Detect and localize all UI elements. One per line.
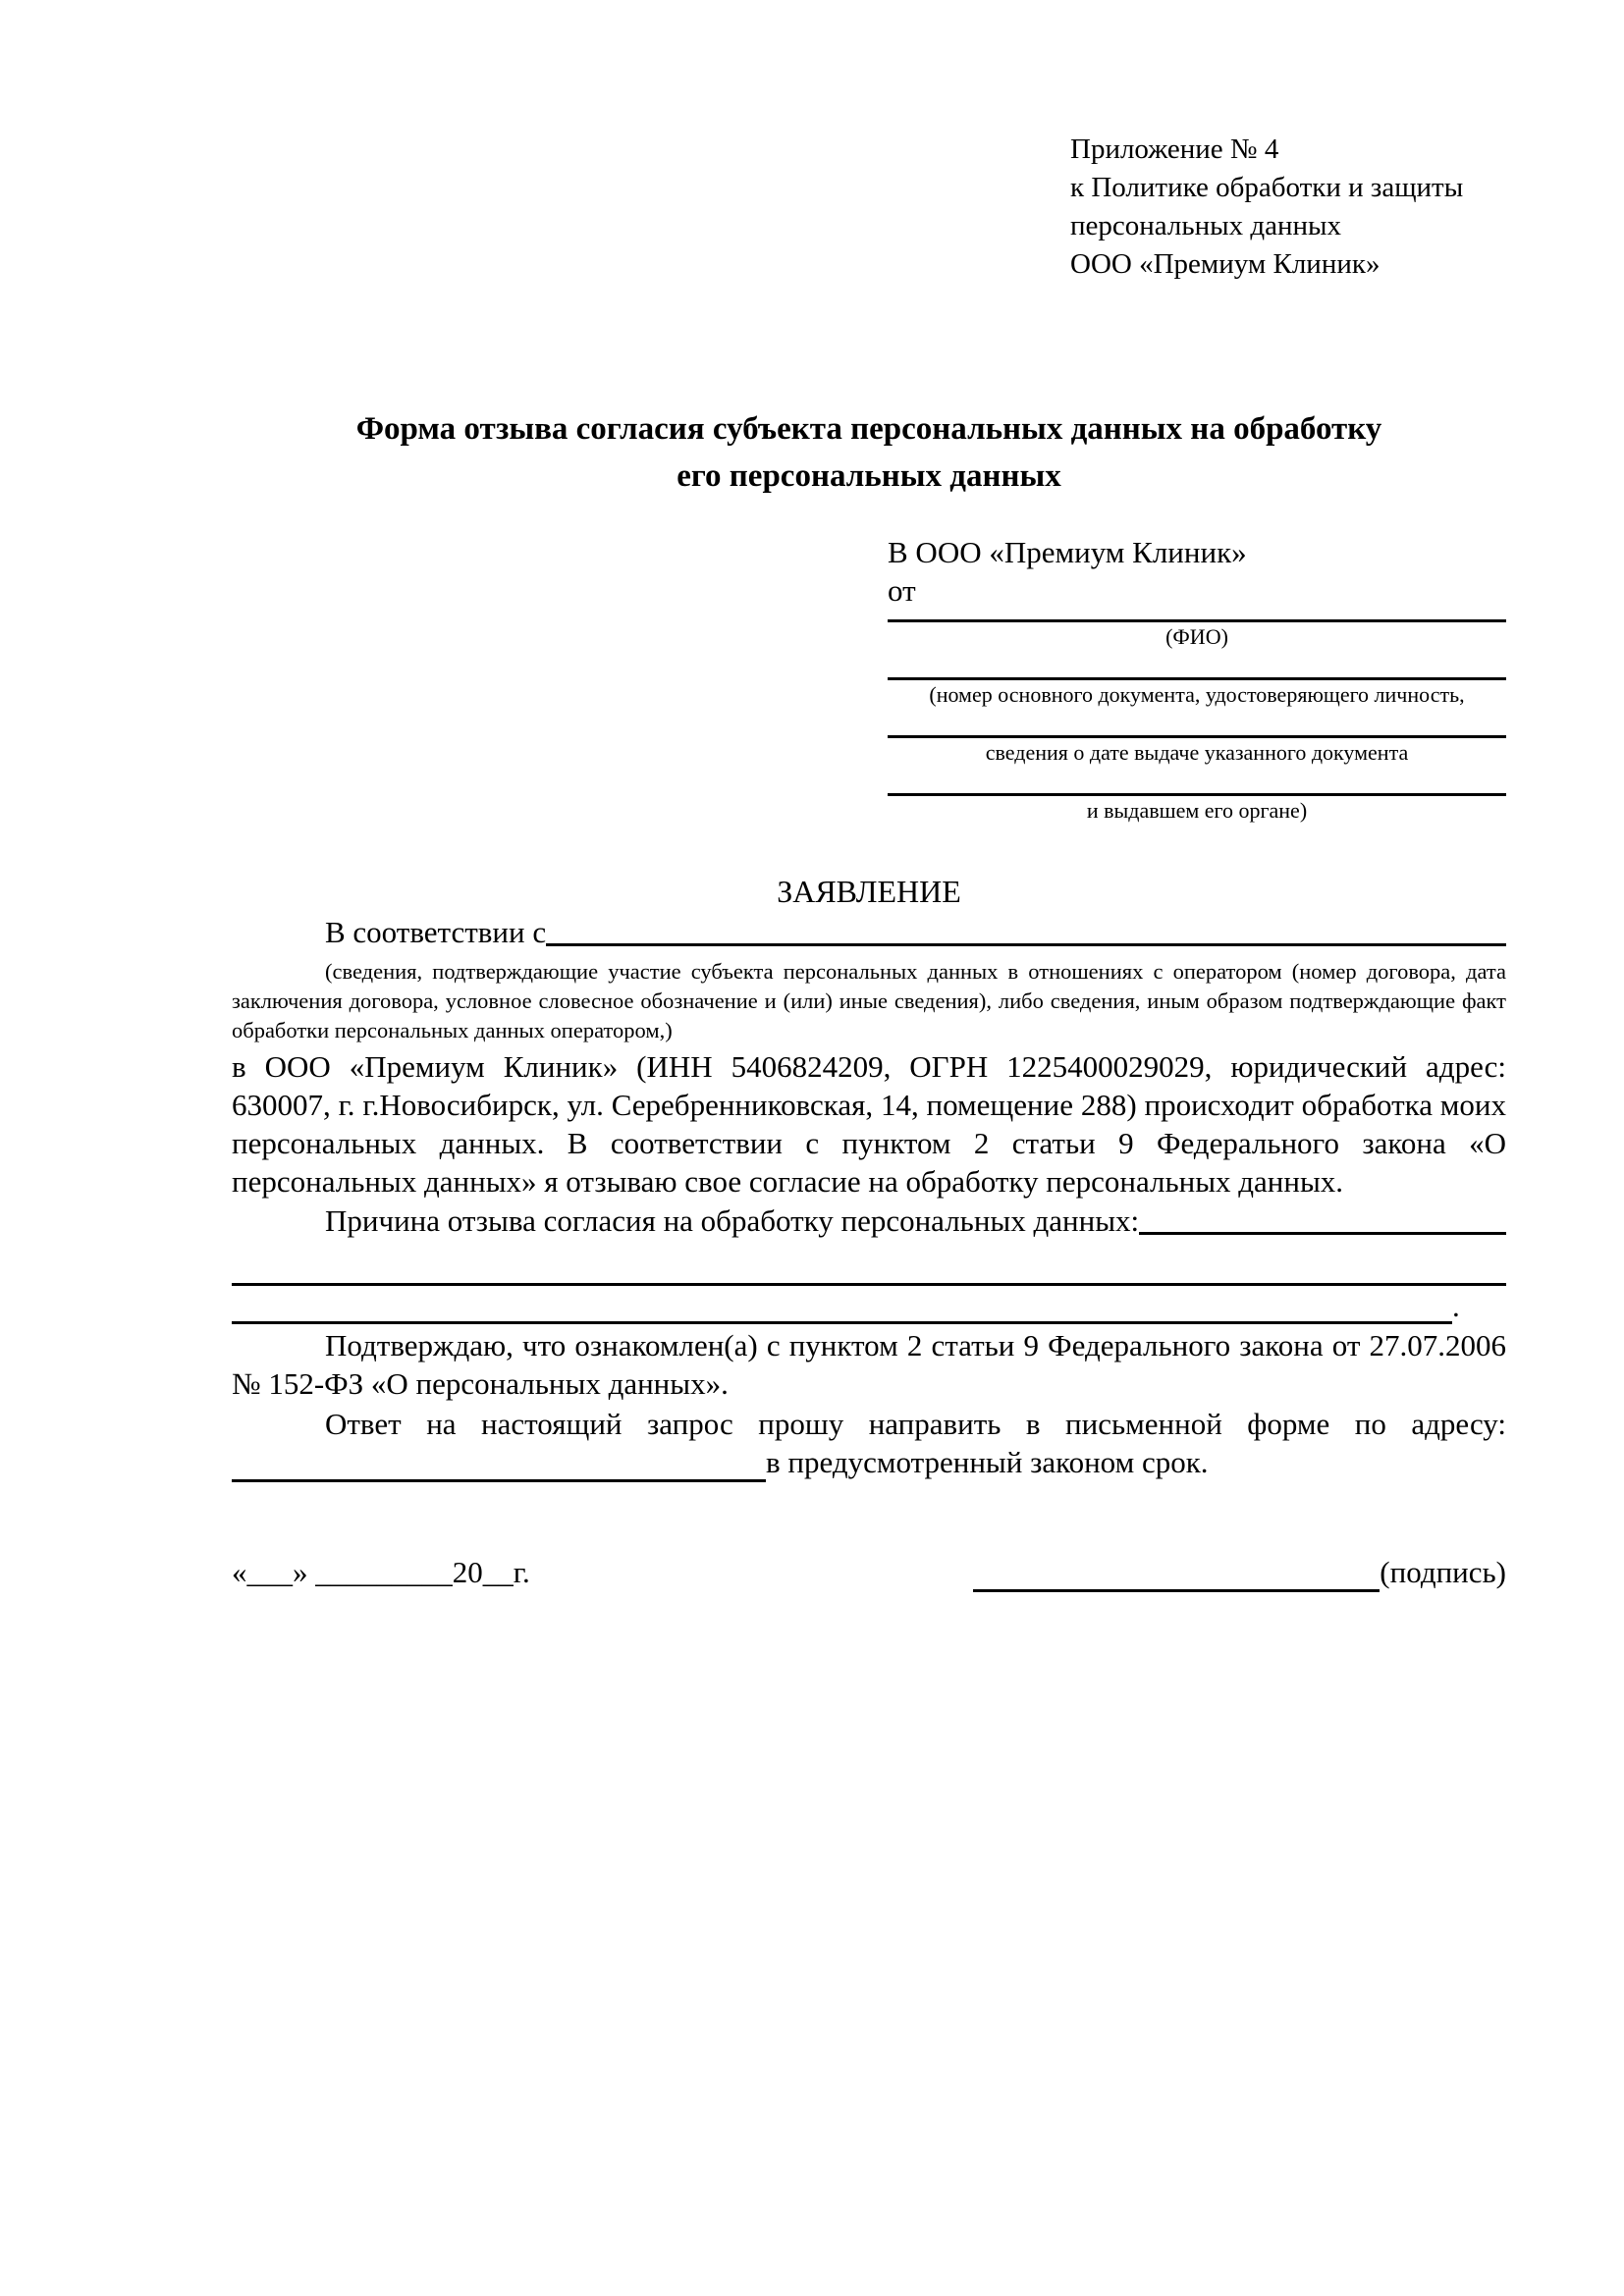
reply-address-row: [232, 1443, 1506, 1482]
appendix-line: ООО «Премиум Клиник»: [1070, 248, 1380, 280]
reason-label: Причина отзыва согласия на обработку персональных данных:: [325, 1203, 1140, 1238]
signature-blank-line: [973, 1554, 1380, 1592]
document-number-blank-line: [888, 652, 1506, 680]
reply-suffix: в предусмотренный законом срок.: [766, 1445, 1209, 1479]
date-blank: «___» _________20__г.: [232, 1555, 530, 1589]
appendix-block: [1070, 131, 1506, 284]
document-title-line-2: его персональных данных: [677, 458, 1061, 494]
fio-caption: (ФИО): [1165, 624, 1228, 649]
addressee-to: В ООО «Премиум Клиник»: [888, 535, 1247, 569]
reason-continuation-blank-line-2: [232, 1286, 1452, 1324]
document-number-caption: (номер основного документа, удостоверяющего личность,: [929, 682, 1465, 707]
statement-heading: ЗАЯВЛЕНИЕ: [777, 874, 961, 909]
appendix-line: Приложение № 4: [1070, 133, 1279, 165]
signature-caption: (подпись): [1380, 1555, 1506, 1589]
accordance-label: В соответствии с: [325, 915, 547, 949]
confirm-paragraph: Подтверждаю, что ознакомлен(а) с пунктом 2 статьи 9 Федерального закона от 27.07.2006 № 152-ФЗ «О персональных данных».: [232, 1328, 1506, 1401]
addressee-block: [888, 533, 1506, 826]
reason-continuation-row: [232, 1286, 1506, 1324]
body-paragraph: в ООО «Премиум Клиник» (ИНН 5406824209, ОГРН 1225400029029, юридический адрес: 630007, г. г.Новосибирск, ул. Серебренниковская, 14, помещение 288) происходит обработка моих персональных данных. В соответствии с пунктом 2 статьи 9 Федерального закона «О персональных данных» я отзываю свое согласие на обработку персональных данных.: [232, 1049, 1506, 1199]
document-title-line-1: Форма отзыва согласия субъекта персональных данных на обработку: [355, 411, 1382, 447]
appendix-line: персональных данных: [1070, 210, 1342, 241]
sentence-period: .: [1452, 1289, 1460, 1323]
issue-date-blank-line: [888, 710, 1506, 738]
appendix-line: к Политике обработки и защиты: [1070, 172, 1464, 203]
reason-blank-line: [1139, 1201, 1506, 1235]
signature-group: [973, 1553, 1506, 1592]
issue-date-caption: сведения о дате выдаче указанного документа: [985, 740, 1409, 765]
fio-blank-line: [888, 610, 1506, 622]
document-title: [232, 405, 1506, 500]
accordance-blank-line: [546, 912, 1506, 946]
note-text: (сведения, подтверждающие участие субъекта персональных данных в отношениях с оператором (номер договора, дата заключения договора, условное словесное обозначение и (или) иные сведения), либо сведения, иным образом подтверждающие факт обработки персональных данных оператором,): [232, 959, 1506, 1042]
accordance-row: [232, 912, 1506, 953]
reason-continuation-blank-line: [232, 1242, 1506, 1286]
reply-paragraph: Ответ на настоящий запрос прошу направить в письменной форме по адресу:: [325, 1407, 1506, 1441]
signature-row: [232, 1553, 1506, 1592]
issuing-authority-caption: и выдавшем его органе): [1086, 798, 1308, 823]
reply-address-blank-line: [232, 1444, 766, 1482]
reason-row: [232, 1201, 1506, 1242]
addressee-from-label: от: [888, 573, 916, 608]
issuing-authority-blank-line: [888, 768, 1506, 796]
